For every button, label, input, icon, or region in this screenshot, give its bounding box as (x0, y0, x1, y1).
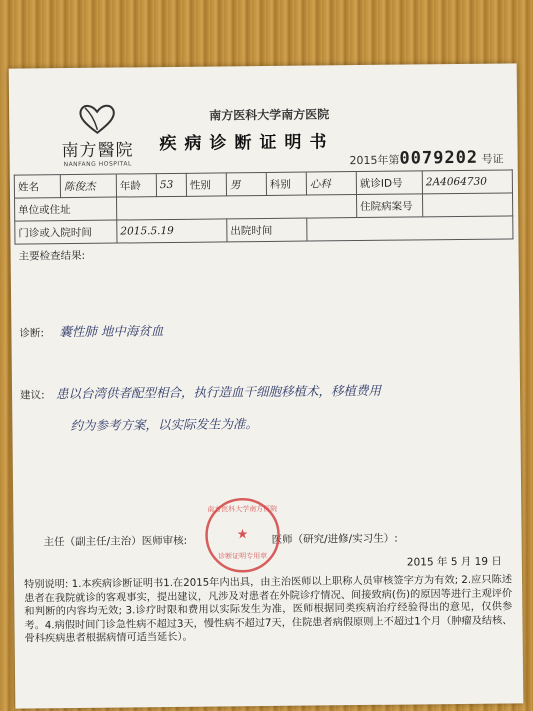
discharge-label: 出院时间 (227, 218, 307, 242)
official-stamp (203, 496, 282, 575)
certificate-paper (9, 63, 524, 708)
age-value: 53 (156, 173, 186, 196)
advice-line-2: 约为参考方案，以实际发生为准。 (70, 416, 258, 434)
inpatient-label: 住院病案号 (357, 194, 423, 218)
sex-label: 性别 (186, 173, 226, 196)
admit-label: 门诊或入院时间 (15, 220, 117, 244)
advice-label: 建议: (20, 389, 45, 402)
age-label: 年龄 (116, 174, 156, 197)
doctor-signature: 医师（研究/进修/实习生）: (271, 532, 398, 546)
name-label: 姓名 (14, 175, 60, 198)
exam-results-label: 主要检查结果: (18, 249, 86, 263)
table-row (15, 216, 513, 244)
diagnosis-value: 囊性肺 地中海贫血 (59, 323, 164, 340)
sex-value: 男 (226, 172, 266, 195)
stamp-outer-text: 南方医科大学南方医院 (207, 504, 278, 514)
cert-suffix: 号证 (481, 152, 504, 166)
visit-id-value: 2A4064730 (422, 170, 512, 194)
visit-id-label: 就诊ID号 (356, 171, 422, 195)
document-title: 疾病诊断证明书 (159, 132, 335, 155)
logo-english-name: NANFANG HOSPITAL (63, 160, 132, 169)
dept-label: 科别 (266, 172, 306, 195)
issue-date: 2015 年 5 月 19 日 (406, 555, 502, 569)
patient-info-table (14, 169, 514, 244)
address-value (117, 195, 357, 221)
certificate-number (349, 147, 503, 169)
stamp-inner-text: 诊断证明专用章 (218, 551, 268, 561)
discharge-value (307, 216, 513, 241)
advice-line-1: 患以台湾供者配型相合，执行造血干细胞移植术，移植费用 (55, 382, 382, 402)
hospital-logo (47, 101, 148, 168)
star-icon: ★ (236, 527, 249, 543)
advice-continuation (70, 411, 510, 434)
diagnosis-label: 诊断: (19, 327, 45, 340)
admit-value: 2015.5.19 (117, 219, 227, 243)
diagnosis-section (19, 317, 509, 340)
address-label: 单位或住址 (15, 197, 117, 221)
hospital-name: 南方医科大学南方医院 (209, 107, 330, 123)
inpatient-value (422, 193, 512, 217)
name-value: 陈俊杰 (60, 174, 116, 198)
heart-logo-icon (75, 102, 119, 136)
cert-year: 2015年第 (349, 153, 400, 168)
chief-doctor-signature: 主任（副主任/主治）医师审核: (43, 534, 188, 549)
logo-chinese-name: 南方醫院 (61, 140, 134, 162)
dept-value: 心科 (306, 172, 356, 196)
cert-number-value: 0079202 (399, 147, 479, 169)
special-notes: 特别说明: 1.本疾病诊断证明书1.在2015年内出具，由主治医师以上职称人员审核签字方为有效; 2.应只陈述患者在我院就诊的客观事实，提出建议，凡涉及对患者在外院诊疗情况、间接致病(伤)的原因等进行主观评价和判断的内容均无效; 3.诊疗时限和费用以实际发生为准，医师根据同类疾病治疗经验得出的意见，仅供参考。4.病假时间门诊急性病不超过3天，慢性病不超过7天，住院患者病假原则上不超过1个月（肿瘤及结核、骨科疾病患者根据病情可适当延长）。 (24, 574, 513, 645)
advice-section (20, 379, 510, 402)
